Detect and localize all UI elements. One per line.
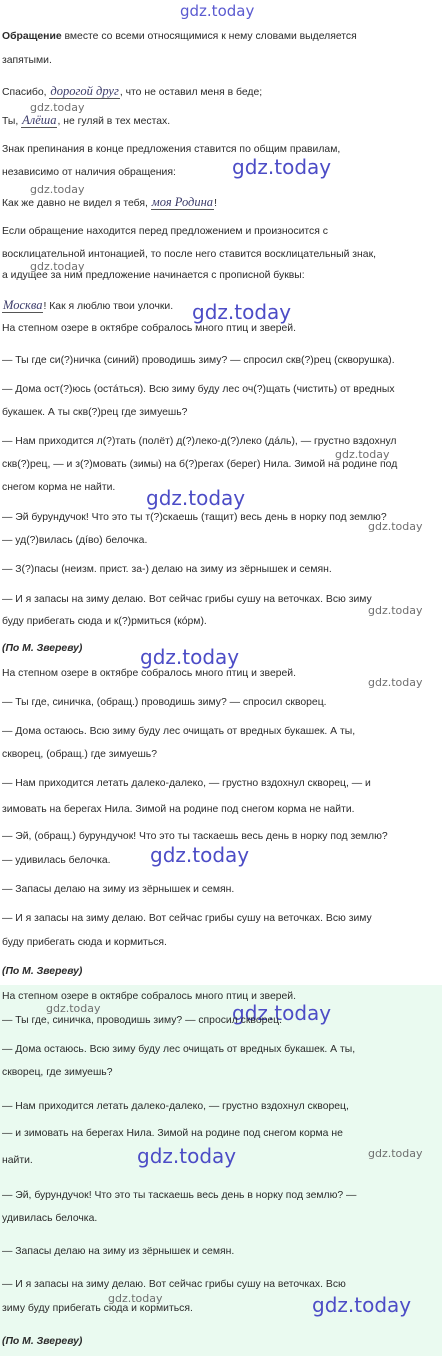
example-2-address: Алёша bbox=[22, 113, 57, 127]
watermark: gdz.today bbox=[368, 520, 423, 533]
rule-3-line-2: восклицательной интонацией, то после него ставится восклицательный знак, bbox=[2, 249, 377, 260]
text3-line: — Запасы делаю на зиму из зёрнышек и семян. bbox=[2, 1246, 235, 1257]
text3-line: найти. bbox=[2, 1155, 33, 1166]
text1-line: — З(?)пасы (неизм. прист. за-) делаю на зиму из зёрнышек и семян. bbox=[2, 564, 332, 575]
example-4-address: Москва bbox=[3, 298, 43, 312]
text1-line: — Ты где си(?)ничка (синий) проводишь зиму? — спросил скв(?)рец (скворушка). bbox=[2, 355, 395, 366]
rule-3-line-3: а идущее за ним предложение начинается с прописной буквы: bbox=[2, 270, 305, 281]
text2-line: — И я запасы на зиму делаю. Вот сейчас грибы сушу на веточках. Всю зиму bbox=[2, 913, 372, 924]
text1-line: — И я запасы на зиму делаю. Вот сейчас грибы сушу на веточках. Всю зиму bbox=[2, 594, 372, 605]
rule-1-line-2: запятыми. bbox=[2, 55, 52, 66]
rule-1-line-1: Обращение вместе со всеми относящимися к нему словами выделяется bbox=[2, 31, 357, 42]
rule-term: Обращение bbox=[2, 31, 62, 42]
watermark: gdz.today bbox=[150, 843, 250, 867]
text1-line: букашек. А ты скв(?)рец где зимуешь? bbox=[2, 407, 188, 418]
text2-line: — Дома остаюсь. Всю зиму буду лес очищать от вредных букашек. А ты, bbox=[2, 726, 356, 737]
text3-line: — Нам приходится летать далеко-далеко, — грустно вздохнул скворец, bbox=[2, 1101, 349, 1112]
text1-line: скв(?)рец, — и з(?)мовать (зимы) на б(?)регах (берег) Нила. Зимой на родине под bbox=[2, 459, 398, 470]
example-4: Москва! Как я люблю твои улочки. bbox=[3, 298, 174, 312]
watermark: gdz.today bbox=[232, 155, 332, 179]
rule-3-line-1: Если обращение находится перед предложением и произносится с bbox=[2, 226, 328, 237]
text3-line: скворец, где зимуешь? bbox=[2, 1067, 113, 1078]
watermark: gdz.today bbox=[108, 1292, 163, 1305]
example-1: Спасибо, дорогой друг, что не оставил меня в беде; bbox=[2, 84, 263, 98]
text2-line: буду прибегать сюда и кормиться. bbox=[2, 937, 167, 948]
text2-line: — удивилась белочка. bbox=[2, 855, 111, 866]
watermark: gdz.today bbox=[192, 300, 292, 324]
text1-line: — уд(?)вилась (дíво) белочка. bbox=[2, 535, 148, 546]
text3-line: — Эй, бурундучок! Что это ты таскаешь весь день в норку под землю? — bbox=[2, 1190, 357, 1201]
text1-line: буду прибегать сюда и к(?)рмиться (кóрм). bbox=[2, 616, 207, 627]
watermark: gdz.today bbox=[30, 260, 85, 273]
example-1-address: дорогой друг bbox=[50, 84, 119, 98]
text3-line: — и зимовать на берегах Нила. Зимой на родине под снегом корма не bbox=[2, 1128, 343, 1139]
text1-line: снегом корма не найти. bbox=[2, 482, 116, 493]
watermark: gdz.today bbox=[46, 1002, 101, 1015]
text2-line: зимовать на берегах Нила. Зимой на родине под снегом корма не найти. bbox=[2, 804, 355, 815]
text2-source: (По М. Звереву) bbox=[2, 966, 83, 977]
watermark: gdz.today bbox=[30, 101, 85, 114]
text3-source: (По М. Звереву) bbox=[2, 1336, 83, 1347]
text1-line: На степном озере в октябре собралось много птиц и зверей. bbox=[2, 323, 296, 334]
text2-line: скворец, (обращ.) где зимуешь? bbox=[2, 749, 158, 760]
text1-line: — Нам приходится л(?)тать (полёт) д(?)леко-д(?)леко (дáль), — грустно вздохнул bbox=[2, 436, 397, 447]
example-3-address: моя Родина bbox=[151, 195, 214, 209]
watermark: gdz.today bbox=[368, 676, 423, 689]
example-3: Как же давно не видел я тебя, моя Родина! bbox=[2, 195, 217, 209]
text3-line: зиму буду прибегать сюда и кормиться. bbox=[2, 1303, 193, 1314]
watermark: gdz.today bbox=[137, 1144, 237, 1168]
text3-line: На степном озере в октябре собралось много птиц и зверей. bbox=[2, 991, 296, 1002]
text2-line: На степном озере в октябре собралось много птиц и зверей. bbox=[2, 668, 296, 679]
text1-source: (По М. Звереву) bbox=[2, 643, 83, 654]
watermark: gdz.today bbox=[140, 645, 240, 669]
text3-line: — Дома остаюсь. Всю зиму буду лес очищать от вредных букашек. А ты, bbox=[2, 1044, 356, 1055]
text1-line: — Дома ост(?)юсь (остáться). Всю зиму буду лес оч(?)щать (чистить) от вредных bbox=[2, 384, 395, 395]
text3-line: — И я запасы на зиму делаю. Вот сейчас грибы сушу на веточках. Всю bbox=[2, 1279, 346, 1290]
watermark: gdz.today bbox=[368, 604, 423, 617]
rule-2-line-2: независимо от наличия обращения: bbox=[2, 167, 176, 178]
watermark: gdz.today bbox=[335, 448, 390, 461]
watermark: gdz.today bbox=[232, 1001, 332, 1025]
text2-line: — Нам приходится летать далеко-далеко, — грустно вздохнул скворец, — и bbox=[2, 778, 371, 789]
text2-line: — Запасы делаю на зиму из зёрнышек и семян. bbox=[2, 884, 235, 895]
text3-line: удивилась белочка. bbox=[2, 1213, 98, 1224]
text3-line: — Ты где, синичка, проводишь зиму? — спросил скворец. bbox=[2, 1015, 282, 1026]
watermark-top: gdz.today bbox=[180, 2, 255, 20]
watermark: gdz.today bbox=[146, 486, 246, 510]
watermark: gdz.today bbox=[312, 1293, 412, 1317]
rule-2-line-1: Знак препинания в конце предложения ставится по общим правилам, bbox=[2, 144, 341, 155]
text2-line: — Ты где, синичка, (обращ.) проводишь зиму? — спросил скворец. bbox=[2, 697, 327, 708]
watermark: gdz.today bbox=[368, 1147, 423, 1160]
text1-line: — Эй бурундучок! Что это ты т(?)скаешь (тащит) весь день в норку под землю? bbox=[2, 512, 387, 523]
text2-line: — Эй, (обращ.) бурундучок! Что это ты таскаешь весь день в норку под землю? bbox=[2, 831, 388, 842]
example-2: Ты, Алёша, не гуляй в тех местах. bbox=[2, 113, 171, 127]
watermark: gdz.today bbox=[30, 183, 85, 196]
